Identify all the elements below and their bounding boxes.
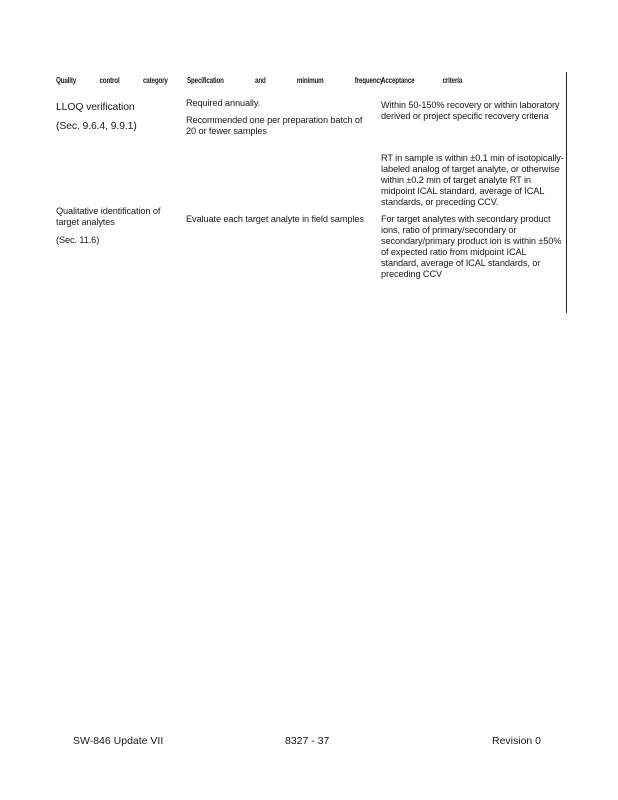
row1-specification <box>186 98 366 137</box>
row2-acceptance-line-2: For target analytes with secondary product ions, ratio of primary/secondary or secondary/primary product ion is within ±50% of expected ratio from midpoint ICAL standard, average of ICAL standards, or preceding CCV <box>381 214 562 279</box>
row2-category <box>56 206 176 246</box>
row1-spec-line-1: Required annually. <box>186 98 261 108</box>
header-acceptance-criteria: Acceptance criteria <box>381 76 463 85</box>
row1-category <box>56 102 176 132</box>
header-specification: Specification and minimum frequency <box>187 76 384 85</box>
row2-category-name: Qualitative identification of target analytes <box>56 206 161 227</box>
header-quality-control-category: Quality control category <box>56 76 168 85</box>
row2-acceptance <box>381 153 564 280</box>
row1-category-ref: (Sec. 9.6.4, 9.9.1) <box>56 121 137 132</box>
row1-acceptance <box>381 100 564 122</box>
row1-spec-line-2: Recommended one per preparation batch of 20 or fewer samples <box>186 115 363 136</box>
row2-specification <box>186 214 366 225</box>
footer-page-number: 8327 - 37 <box>285 735 330 747</box>
row1-acceptance-line-1: Within 50-150% recovery or within laboratory derived or project specific recovery criteria <box>381 100 560 121</box>
footer-document-id: SW-846 Update VII <box>73 735 164 747</box>
table-right-border <box>566 72 567 313</box>
footer-revision: Revision 0 <box>492 735 542 747</box>
row2-spec-line-1: Evaluate each target analyte in field samples <box>186 214 364 224</box>
row2-category-ref: (Sec. 11.6) <box>56 235 100 245</box>
row2-acceptance-line-1: RT in sample is within ±0.1 min of isotopically-labeled analog of target analyte, or otherwise within ±0.2 min of target analyte RT in midpoint ICAL standard, average of ICAL standards, or preceding CCV. <box>381 153 564 207</box>
row1-category-name: LLOQ verification <box>56 102 135 113</box>
